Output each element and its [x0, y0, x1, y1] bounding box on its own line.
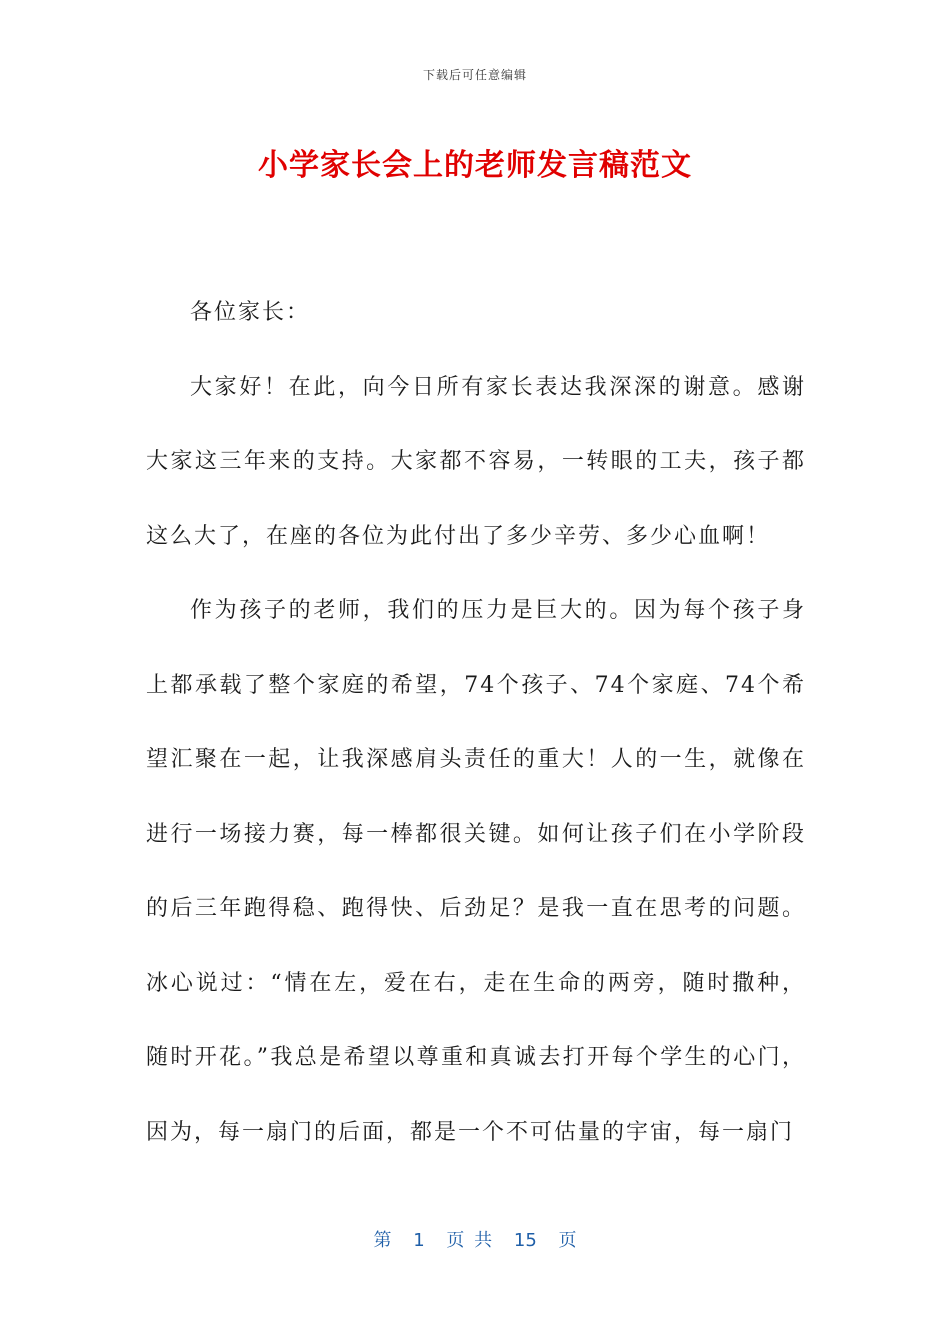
page-label-middle: 页 共: [446, 1230, 493, 1251]
total-pages-number: 15: [513, 1230, 537, 1251]
page-footer: [0, 1226, 950, 1252]
page-label-suffix: 页: [558, 1230, 577, 1251]
header-note: 下载后可任意编辑: [422, 68, 527, 82]
salutation-paragraph: 各位家长：: [190, 300, 311, 325]
document-body: [146, 276, 806, 1170]
body-paragraph: 作为孩子的老师，我们的压力是巨大的。因为每个孩子身上都承载了整个家庭的希望，74个孩子、74个家庭、74个希望汇聚在一起，让我深感肩头责任的重大！人的一生，就像在进行一场接力赛，每一棒都很关键。如何让孩子们在小学阶段的后三年跑得稳、跑得快、后劲足？是我一直在思考的问题。冰心说过：“情在左，爱在右，走在生命的两旁，随时撒种，随时开花。”我总是希望以尊重和真诚去打开每个学生的心门，因为，每一扇门的后面，都是一个不可估量的宇宙，每一扇门: [146, 598, 806, 1145]
document-title: 小学家长会上的老师发言稿范文: [258, 148, 692, 183]
body-paragraph: 大家好！在此，向今日所有家长表达我深深的谢意。感谢大家这三年来的支持。大家都不容易，一转眼的工夫，孩子都这么大了，在座的各位为此付出了多少辛劳、多少心血啊！: [146, 374, 806, 549]
current-page-number: 1: [413, 1230, 425, 1251]
page-label-prefix: 第: [373, 1230, 392, 1251]
